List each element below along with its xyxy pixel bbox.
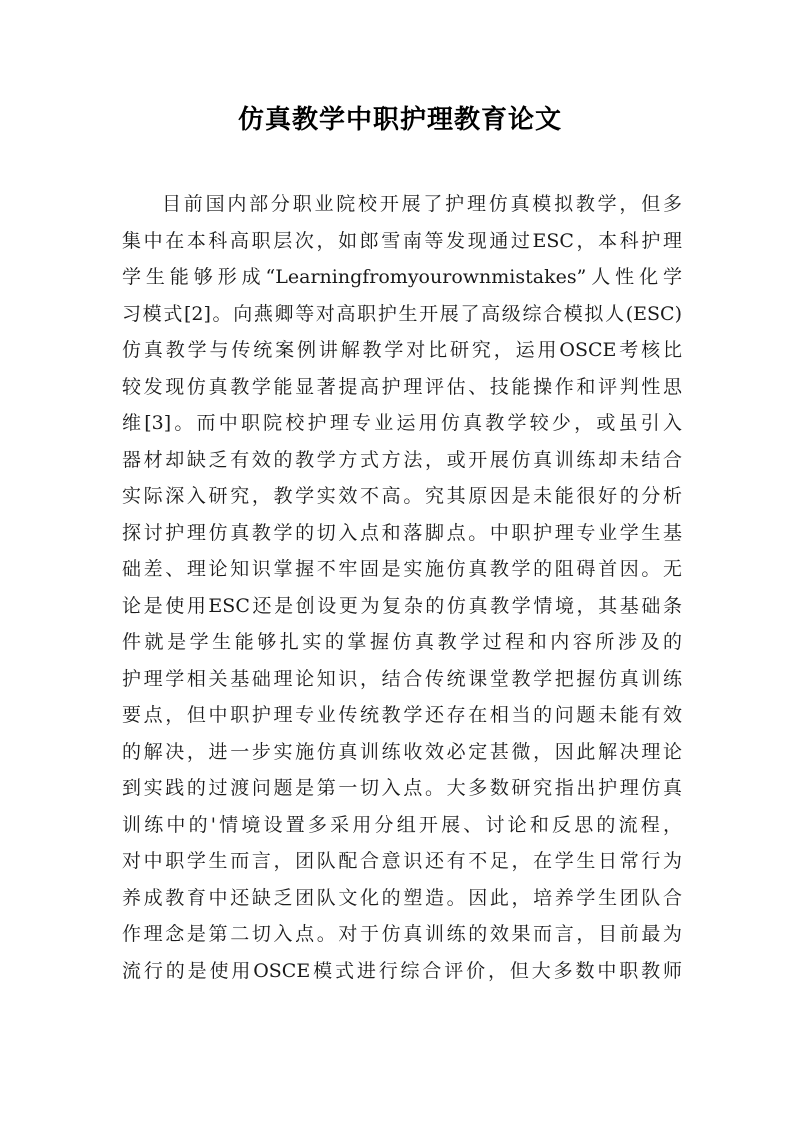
- paragraph-line: 习模式[2]。向燕卿等对高职护生开展了高级综合模拟人(ESC): [122, 302, 682, 325]
- paragraph-line: 器材却缺乏有效的教学方式方法，或开展仿真训练却未结合: [122, 448, 682, 471]
- paragraph-line: 训练中的'情境设置多采用分组开展、讨论和反思的流程，: [122, 813, 682, 836]
- paragraph-line: 要点，但中职护理专业传统教学还存在相当的问题未能有效: [122, 704, 682, 726]
- paragraph-line: 较发现仿真教学能显著提高护理评估、技能操作和评判性思: [122, 375, 682, 398]
- paragraph-line: 的解决，进一步实施仿真训练收效必定甚微，因此解决理论: [122, 740, 682, 763]
- paragraph-line: 集中在本科高职层次，如郎雪南等发现通过ESC，本科护理: [122, 229, 682, 252]
- paragraph-line: 对中职学生而言，团队配合意识还有不足，在学生日常行为: [122, 850, 682, 872]
- paragraph-line: 探讨护理仿真教学的切入点和落脚点。中职护理专业学生基: [122, 521, 682, 544]
- paragraph-line: 件就是学生能够扎实的掌握仿真教学过程和内容所涉及的: [122, 631, 682, 653]
- paragraph-line: 实际深入研究，教学实效不高。究其原因是未能很好的分析: [122, 485, 682, 507]
- paragraph-line: 作理念是第二切入点。对于仿真训练的效果而言，目前最为: [122, 923, 682, 945]
- paragraph-line: 目前国内部分职业院校开展了护理仿真模拟教学，但多: [162, 193, 682, 215]
- paragraph-line: 到实践的过渡问题是第一切入点。大多数研究指出护理仿真: [122, 777, 682, 799]
- document-title: 仿真教学中职护理教育论文: [237, 105, 562, 135]
- paragraph-line: 论是使用ESC还是创设更为复杂的仿真教学情境，其基础条: [122, 594, 682, 617]
- paragraph-line: 维[3]。而中职院校护理专业运用仿真教学较少，或虽引入: [122, 412, 682, 434]
- paragraph-line: 养成教育中还缺乏团队文化的塑造。因此，培养学生团队合: [122, 886, 682, 909]
- paragraph-line: 护理学相关基础理论知识，结合传统课堂教学把握仿真训练: [122, 667, 682, 690]
- paragraph-line: 学生能够形成“Learningfromyourownmistakes”人性化学: [122, 266, 682, 288]
- paragraph-line: 仿真教学与传统案例讲解教学对比研究，运用OSCE考核比: [122, 339, 682, 361]
- body-paragraph: [122, 186, 682, 989]
- paragraph-line: 础差、理论知识掌握不牢固是实施仿真教学的阻碍首因。无: [122, 558, 682, 580]
- paragraph-line: 流行的是使用OSCE模式进行综合评价，但大多数中职教师: [122, 959, 682, 982]
